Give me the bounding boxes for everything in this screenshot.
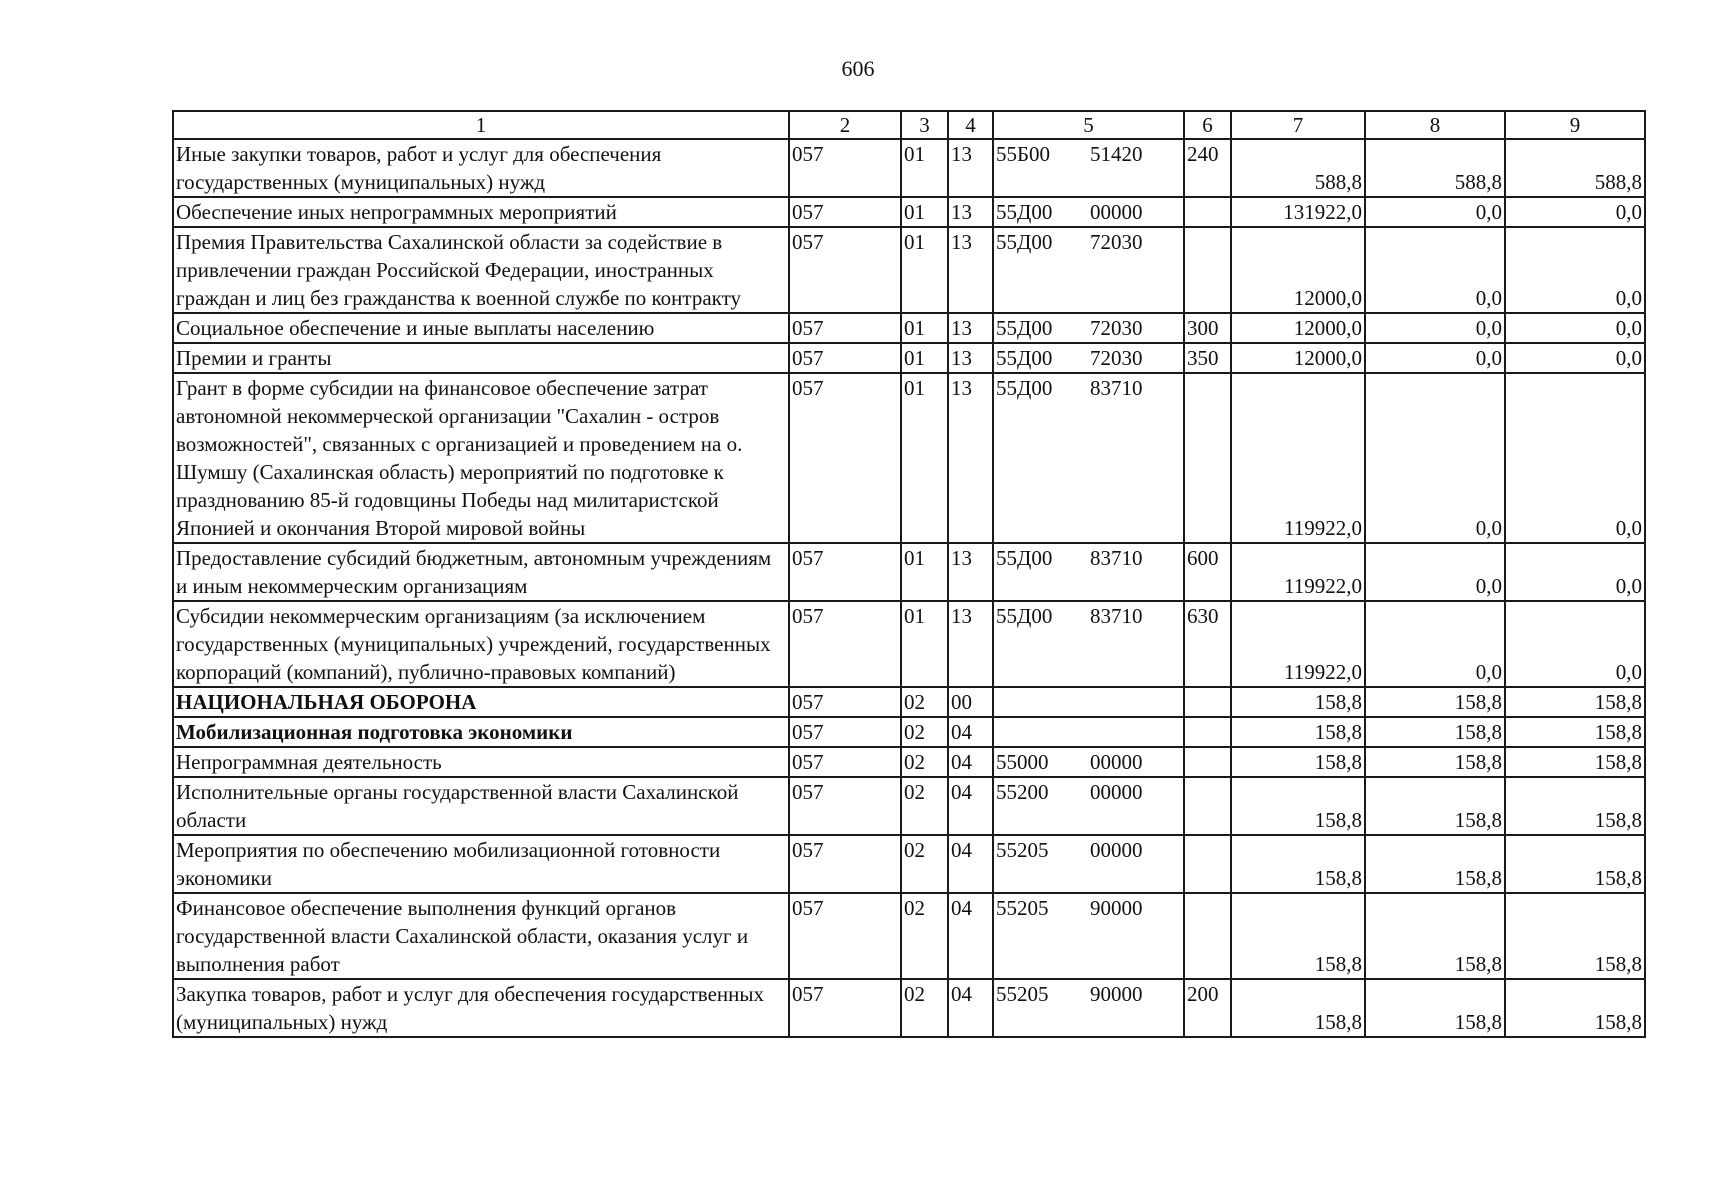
row-name-cell: Мобилизационная подготовка экономики — [173, 717, 789, 747]
amount-col-8-cell: 158,8 — [1365, 687, 1505, 717]
code-direction-cell: 83710 — [1088, 601, 1184, 687]
table-row — [173, 197, 1645, 227]
code-direction-cell: 72030 — [1088, 227, 1184, 313]
code-subsection-cell: 13 — [948, 139, 993, 197]
row-name-cell: Закупка товаров, работ и услуг для обеспечения государственных (муниципальных) нужд — [173, 979, 789, 1037]
code-subsection-cell: 13 — [948, 313, 993, 343]
budget-table — [172, 110, 1646, 1038]
table-row — [173, 979, 1645, 1037]
code-subsection-cell: 04 — [948, 747, 993, 777]
code-program-cell: 55Д00 — [993, 543, 1088, 601]
code-subsection-cell: 13 — [948, 601, 993, 687]
code-expense-type-cell: 300 — [1184, 313, 1231, 343]
table-row — [173, 543, 1645, 601]
amount-col-7-cell: 12000,0 — [1231, 313, 1365, 343]
table-row — [173, 227, 1645, 313]
amount-col-8-cell: 0,0 — [1365, 373, 1505, 543]
code-section-cell: 01 — [901, 313, 948, 343]
code-expense-type-cell — [1184, 687, 1231, 717]
row-name-cell: Исполнительные органы государственной власти Сахалинской области — [173, 777, 789, 835]
amount-col-7-cell: 119922,0 — [1231, 373, 1365, 543]
code-expense-type-cell — [1184, 777, 1231, 835]
code-expense-type-cell — [1184, 717, 1231, 747]
code-expense-type-cell: 200 — [1184, 979, 1231, 1037]
code-section-cell: 01 — [901, 197, 948, 227]
table-body — [173, 139, 1645, 1037]
code-program-cell: 55205 — [993, 979, 1088, 1037]
code-expense-type-cell: 600 — [1184, 543, 1231, 601]
code-expense-type-cell — [1184, 227, 1231, 313]
amount-col-9-cell: 158,8 — [1505, 777, 1645, 835]
amount-col-8-cell: 588,8 — [1365, 139, 1505, 197]
code-admin-cell: 057 — [789, 687, 901, 717]
amount-col-9-cell: 158,8 — [1505, 717, 1645, 747]
amount-col-8-cell: 158,8 — [1365, 979, 1505, 1037]
amount-col-9-cell: 0,0 — [1505, 227, 1645, 313]
code-program-cell: 55205 — [993, 835, 1088, 893]
code-program-cell: 55Д00 — [993, 343, 1088, 373]
code-program-cell: 55Д00 — [993, 601, 1088, 687]
code-admin-cell: 057 — [789, 197, 901, 227]
code-direction-cell: 00000 — [1088, 747, 1184, 777]
row-name-cell: Мероприятия по обеспечению мобилизационной готовности экономики — [173, 835, 789, 893]
amount-col-7-cell: 158,8 — [1231, 777, 1365, 835]
amount-col-9-cell: 0,0 — [1505, 313, 1645, 343]
code-direction-cell: 83710 — [1088, 543, 1184, 601]
code-program-cell — [993, 717, 1088, 747]
amount-col-7-cell: 158,8 — [1231, 979, 1365, 1037]
amount-col-8-cell: 158,8 — [1365, 747, 1505, 777]
amount-col-9-cell: 0,0 — [1505, 601, 1645, 687]
code-subsection-cell: 13 — [948, 197, 993, 227]
amount-col-7-cell: 158,8 — [1231, 717, 1365, 747]
code-admin-cell: 057 — [789, 717, 901, 747]
amount-col-8-cell: 0,0 — [1365, 543, 1505, 601]
code-section-cell: 01 — [901, 601, 948, 687]
code-direction-cell: 83710 — [1088, 373, 1184, 543]
amount-col-8-cell: 158,8 — [1365, 717, 1505, 747]
code-expense-type-cell — [1184, 835, 1231, 893]
code-program-cell: 55Б00 — [993, 139, 1088, 197]
code-expense-type-cell — [1184, 747, 1231, 777]
code-section-cell: 02 — [901, 835, 948, 893]
code-direction-cell: 00000 — [1088, 777, 1184, 835]
page-number: 606 — [841, 56, 875, 81]
table-row — [173, 373, 1645, 543]
code-expense-type-cell — [1184, 373, 1231, 543]
code-admin-cell: 057 — [789, 313, 901, 343]
row-name-cell: Премия Правительства Сахалинской области за содействие в привлечении граждан Российской Федерации, иностранных граждан и лиц без гражданства к военной службе по контракту — [173, 227, 789, 313]
code-expense-type-cell: 630 — [1184, 601, 1231, 687]
code-admin-cell: 057 — [789, 139, 901, 197]
table-row — [173, 343, 1645, 373]
code-subsection-cell: 04 — [948, 835, 993, 893]
table-row — [173, 893, 1645, 979]
header-col-7: 7 — [1231, 111, 1365, 139]
code-subsection-cell: 13 — [948, 227, 993, 313]
code-direction-cell: 00000 — [1088, 197, 1184, 227]
amount-col-7-cell: 12000,0 — [1231, 227, 1365, 313]
code-program-cell — [993, 687, 1088, 717]
code-section-cell: 02 — [901, 893, 948, 979]
header-col-9: 9 — [1505, 111, 1645, 139]
code-expense-type-cell: 240 — [1184, 139, 1231, 197]
row-name-cell: Непрограммная деятельность — [173, 747, 789, 777]
table-row — [173, 139, 1645, 197]
code-subsection-cell: 04 — [948, 893, 993, 979]
code-admin-cell: 057 — [789, 777, 901, 835]
table-header — [173, 111, 1645, 139]
code-program-cell: 55Д00 — [993, 313, 1088, 343]
code-section-cell: 02 — [901, 777, 948, 835]
header-col-5: 5 — [993, 111, 1184, 139]
row-name-cell: Субсидии некоммерческим организациям (за исключением государственных (муниципальных) учреждений, государственных корпораций (компаний), публично-правовых компаний) — [173, 601, 789, 687]
row-name-cell: Премии и гранты — [173, 343, 789, 373]
code-subsection-cell: 13 — [948, 343, 993, 373]
amount-col-7-cell: 12000,0 — [1231, 343, 1365, 373]
code-section-cell: 01 — [901, 543, 948, 601]
code-program-cell: 55Д00 — [993, 197, 1088, 227]
amount-col-8-cell: 0,0 — [1365, 197, 1505, 227]
code-subsection-cell: 13 — [948, 543, 993, 601]
amount-col-9-cell: 158,8 — [1505, 979, 1645, 1037]
row-name-cell: Социальное обеспечение и иные выплаты населению — [173, 313, 789, 343]
table-row — [173, 717, 1645, 747]
code-subsection-cell: 04 — [948, 777, 993, 835]
table-row — [173, 777, 1645, 835]
code-section-cell: 01 — [901, 343, 948, 373]
code-section-cell: 02 — [901, 717, 948, 747]
code-section-cell: 02 — [901, 687, 948, 717]
code-program-cell: 55Д00 — [993, 227, 1088, 313]
table-row — [173, 313, 1645, 343]
header-col-6: 6 — [1184, 111, 1231, 139]
code-program-cell: 55Д00 — [993, 373, 1088, 543]
amount-col-9-cell: 158,8 — [1505, 747, 1645, 777]
header-col-4: 4 — [948, 111, 993, 139]
amount-col-7-cell: 158,8 — [1231, 893, 1365, 979]
header-col-8: 8 — [1365, 111, 1505, 139]
code-program-cell: 55000 — [993, 747, 1088, 777]
amount-col-9-cell: 158,8 — [1505, 687, 1645, 717]
amount-col-8-cell: 0,0 — [1365, 313, 1505, 343]
code-subsection-cell: 00 — [948, 687, 993, 717]
code-admin-cell: 057 — [789, 373, 901, 543]
code-admin-cell: 057 — [789, 601, 901, 687]
code-program-cell: 55200 — [993, 777, 1088, 835]
code-subsection-cell: 04 — [948, 979, 993, 1037]
code-program-cell: 55205 — [993, 893, 1088, 979]
header-row — [173, 111, 1645, 139]
code-expense-type-cell: 350 — [1184, 343, 1231, 373]
code-direction-cell — [1088, 687, 1184, 717]
code-admin-cell: 057 — [789, 893, 901, 979]
code-direction-cell: 72030 — [1088, 343, 1184, 373]
table-row — [173, 687, 1645, 717]
code-section-cell: 01 — [901, 373, 948, 543]
code-direction-cell: 90000 — [1088, 893, 1184, 979]
code-admin-cell: 057 — [789, 343, 901, 373]
code-section-cell: 02 — [901, 747, 948, 777]
header-col-3: 3 — [901, 111, 948, 139]
code-section-cell: 02 — [901, 979, 948, 1037]
row-name-cell: Грант в форме субсидии на финансовое обеспечение затрат автономной некоммерческой организации "Сахалин - остров возможностей", связанных с организацией и проведением на о. Шумшу (Сахалинская область) мероприятий по подготовке к празднованию 85-й годовщины Победы над милитаристской Японией и окончания Второй мировой войны — [173, 373, 789, 543]
header-col-2: 2 — [789, 111, 901, 139]
amount-col-7-cell: 119922,0 — [1231, 543, 1365, 601]
row-name-cell: НАЦИОНАЛЬНАЯ ОБОРОНА — [173, 687, 789, 717]
amount-col-8-cell: 0,0 — [1365, 343, 1505, 373]
amount-col-9-cell: 0,0 — [1505, 543, 1645, 601]
amount-col-8-cell: 158,8 — [1365, 777, 1505, 835]
table-row — [173, 747, 1645, 777]
code-admin-cell: 057 — [789, 835, 901, 893]
amount-col-8-cell: 0,0 — [1365, 227, 1505, 313]
code-admin-cell: 057 — [789, 979, 901, 1037]
table-row — [173, 835, 1645, 893]
amount-col-8-cell: 158,8 — [1365, 893, 1505, 979]
code-direction-cell — [1088, 717, 1184, 747]
amount-col-8-cell: 0,0 — [1365, 601, 1505, 687]
table-row — [173, 601, 1645, 687]
code-direction-cell: 90000 — [1088, 979, 1184, 1037]
amount-col-7-cell: 119922,0 — [1231, 601, 1365, 687]
amount-col-9-cell: 158,8 — [1505, 835, 1645, 893]
amount-col-9-cell: 158,8 — [1505, 893, 1645, 979]
code-admin-cell: 057 — [789, 227, 901, 313]
amount-col-8-cell: 158,8 — [1365, 835, 1505, 893]
row-name-cell: Финансовое обеспечение выполнения функций органов государственной власти Сахалинской области, оказания услуг и выполнения работ — [173, 893, 789, 979]
code-direction-cell: 00000 — [1088, 835, 1184, 893]
code-subsection-cell: 04 — [948, 717, 993, 747]
row-name-cell: Иные закупки товаров, работ и услуг для обеспечения государственных (муниципальных) нужд — [173, 139, 789, 197]
code-expense-type-cell — [1184, 197, 1231, 227]
amount-col-9-cell: 588,8 — [1505, 139, 1645, 197]
code-admin-cell: 057 — [789, 543, 901, 601]
amount-col-9-cell: 0,0 — [1505, 343, 1645, 373]
amount-col-7-cell: 158,8 — [1231, 835, 1365, 893]
code-direction-cell: 51420 — [1088, 139, 1184, 197]
code-subsection-cell: 13 — [948, 373, 993, 543]
amount-col-9-cell: 0,0 — [1505, 373, 1645, 543]
code-section-cell: 01 — [901, 139, 948, 197]
row-name-cell: Обеспечение иных непрограммных мероприятий — [173, 197, 789, 227]
code-expense-type-cell — [1184, 893, 1231, 979]
header-col-1: 1 — [173, 111, 789, 139]
amount-col-7-cell: 131922,0 — [1231, 197, 1365, 227]
code-direction-cell: 72030 — [1088, 313, 1184, 343]
code-admin-cell: 057 — [789, 747, 901, 777]
amount-col-7-cell: 588,8 — [1231, 139, 1365, 197]
amount-col-7-cell: 158,8 — [1231, 687, 1365, 717]
code-section-cell: 01 — [901, 227, 948, 313]
amount-col-9-cell: 0,0 — [1505, 197, 1645, 227]
amount-col-7-cell: 158,8 — [1231, 747, 1365, 777]
row-name-cell: Предоставление субсидий бюджетным, автономным учреждениям и иным некоммерческим организациям — [173, 543, 789, 601]
